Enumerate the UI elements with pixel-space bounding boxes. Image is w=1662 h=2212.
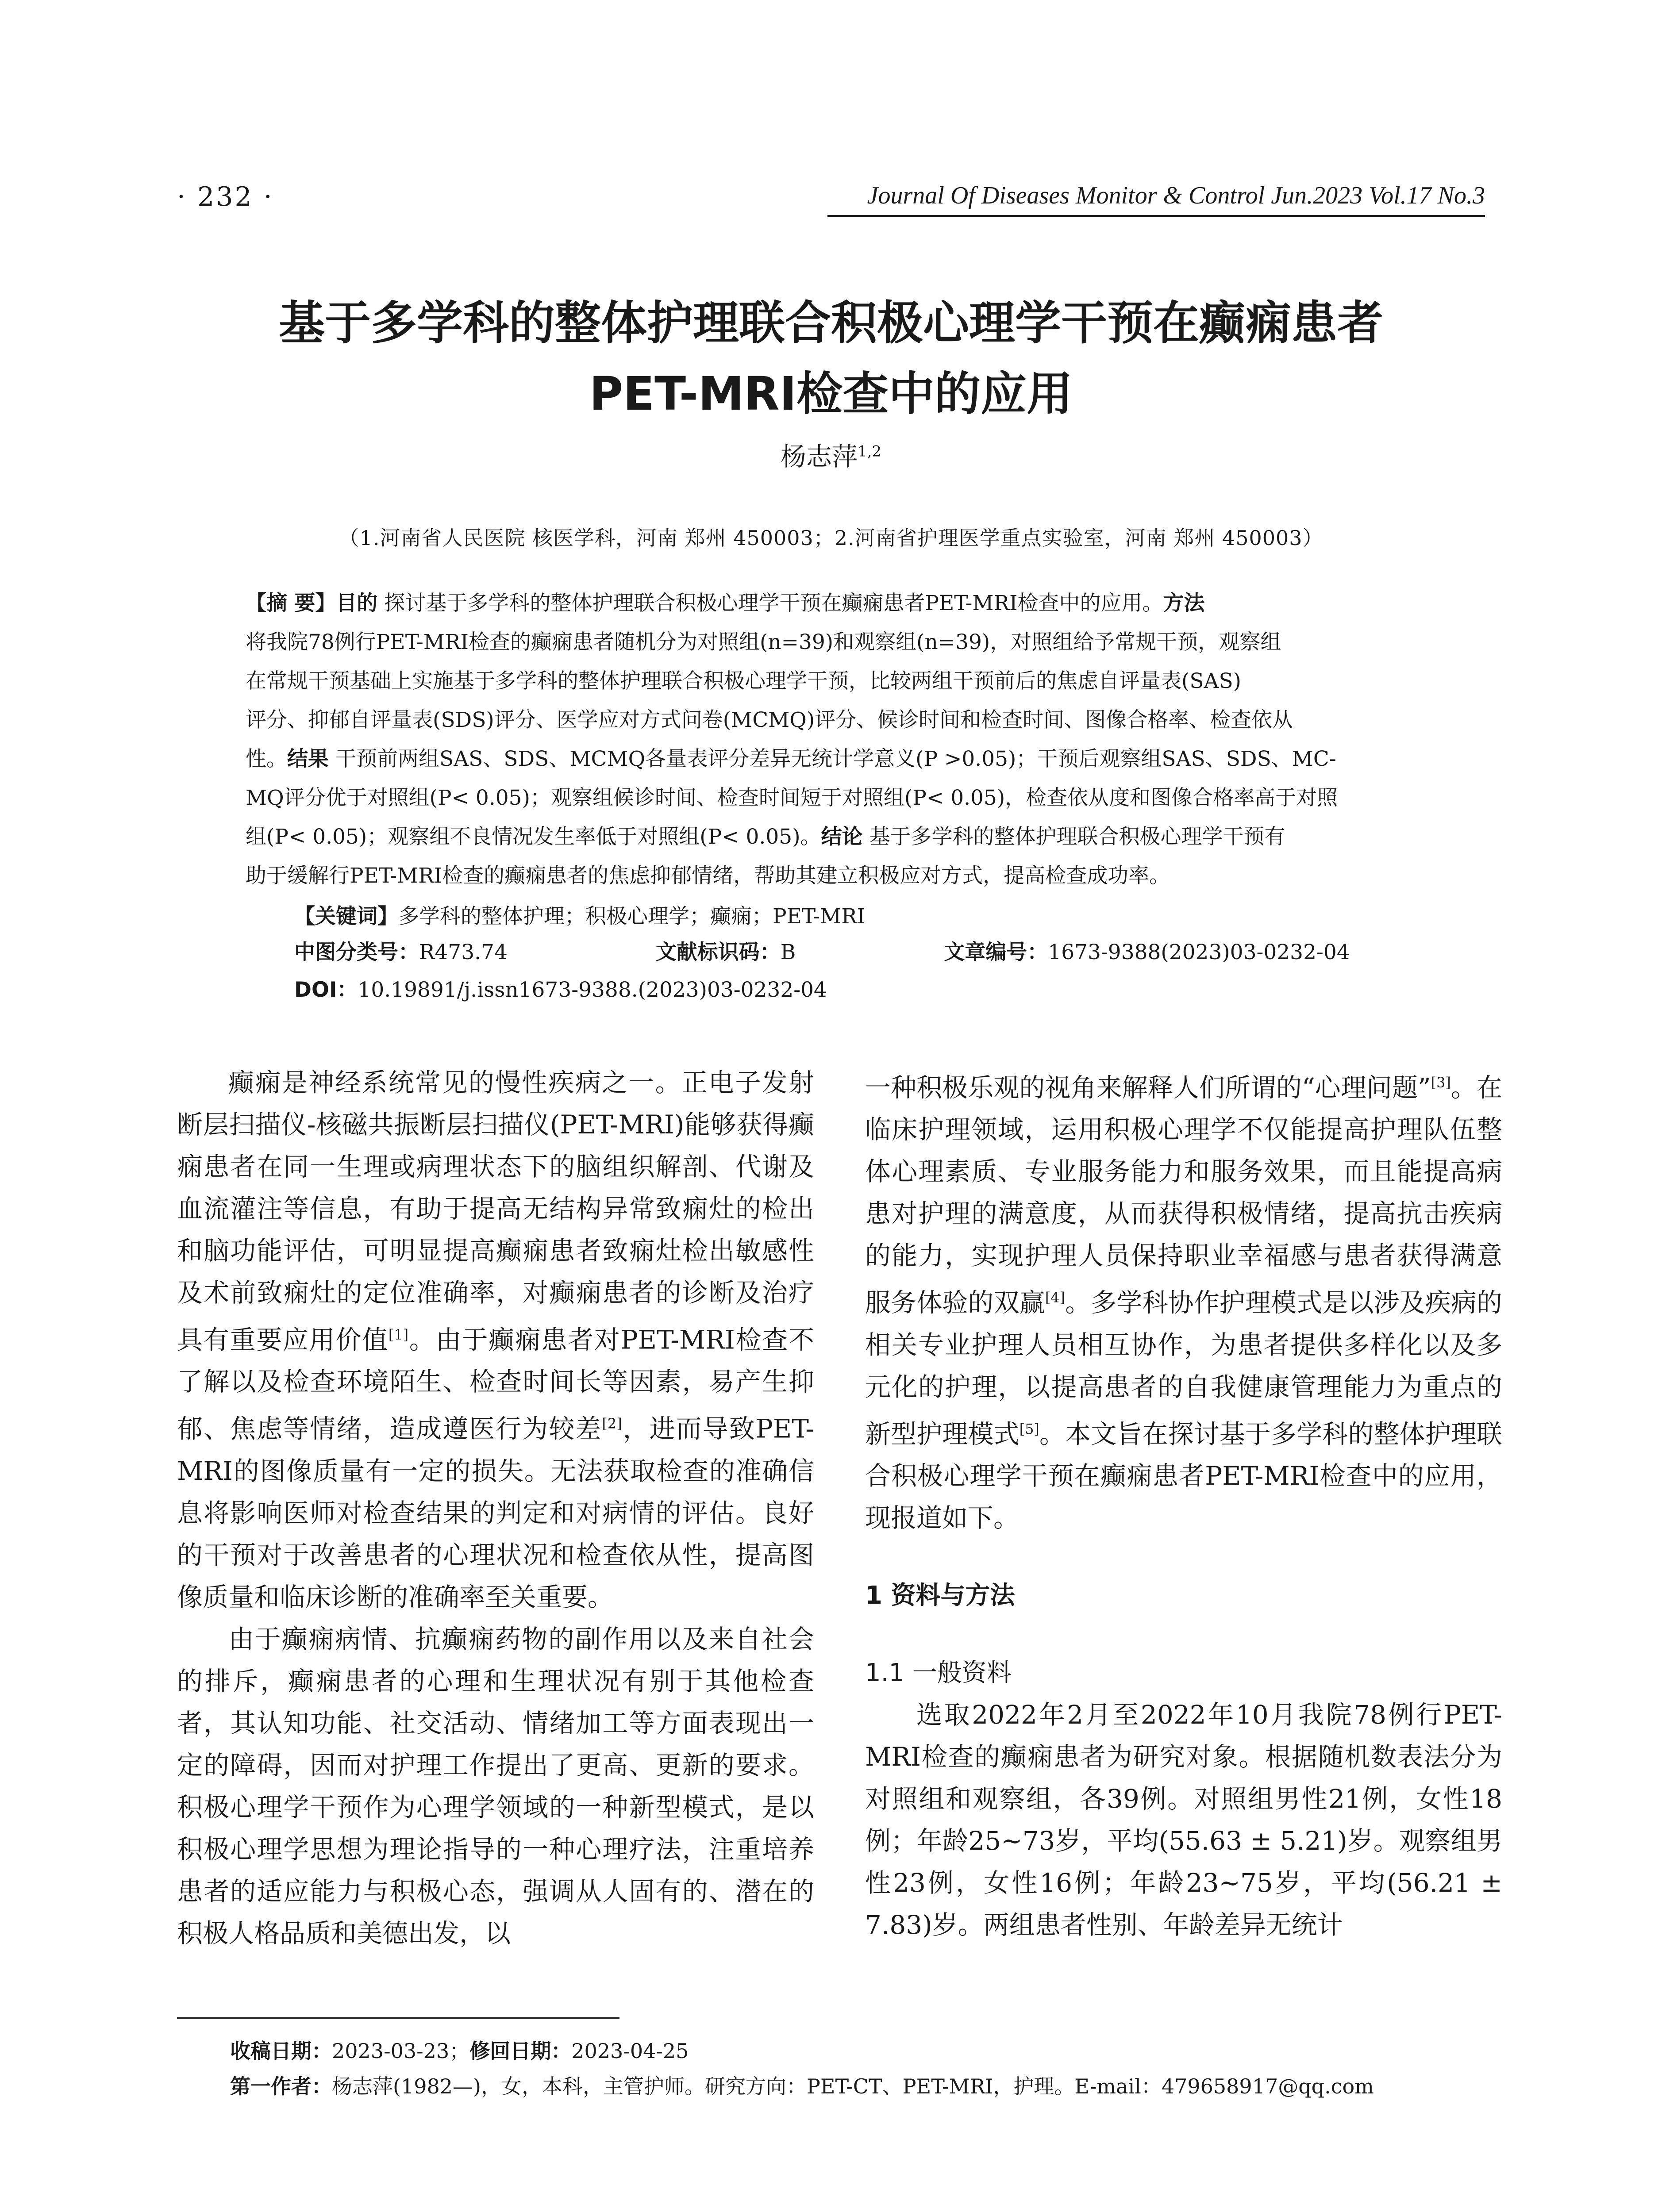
classification-row bbox=[294, 936, 1421, 965]
doi-label: DOI： bbox=[294, 978, 358, 1002]
body-right-column bbox=[865, 1062, 1502, 1946]
keywords-label: 【关键词】 bbox=[294, 904, 398, 929]
abstract-line-7-head: 组(P< 0.05)；观察组不良情况发生率低于对照组(P< 0.05)。 bbox=[246, 825, 821, 849]
abstract-line-4: 评分、抑郁自评量表(SDS)评分、医学应对方式问卷(MCMQ)评分、候诊时间和检查时间、图像合格率、检查依从 bbox=[246, 708, 1293, 732]
body-paragraph: 选取2022年2月至2022年10月我院78例行PET-MRI检查的癫痫患者为研究对象。根据随机数表法分为对照组和观察组，各39例。对照组男性21例，女性18例；年龄25~73岁，平均(55.63 ± 5.21)岁。观察组男性23例，女性16例；年龄23~75岁，平均(56.21 ± 7.83)岁。两组患者性别、年龄差异无统计 bbox=[865, 1699, 1502, 1940]
abstract-method-label: 方法 bbox=[1163, 591, 1205, 615]
abstract-result: 干预前两组SAS、SDS、MCMQ各量表评分差异无统计学意义(P >0.05)；干预后观察组SAS、SDS、MC- bbox=[335, 747, 1336, 771]
abstract-conclusion-label: 结论 bbox=[821, 825, 863, 849]
body-paragraph: 癫痫是神经系统常见的慢性疾病之一。正电子发射断层扫描仪-核磁共振断层扫描仪(PET-MRI)能够获得癫痫患者在同一生理或病理状态下的脑组织解剖、代谢及血流灌注等信息，有助于提高无结构异常致痫灶的检出和脑功能评估，可明显提高癫痫患者致痫灶检出敏感性及术前致痫灶的定位准确率，对癫痫患者的诊断及治疗具有重要应用价值[1]。由于癫痫患者对PET-MRI检查不了解以及检查环境陌生、检查时间长等因素，易产生抑郁、焦虑等情绪，造成遵医行为较差[2]，进而导致PET-MRI的图像质量有一定的损失。无法获取检查的准确信息将影响医师对检查结果的判定和对病情的评估。良好的干预对于改善患者的心理状况和检查依从性，提高图像质量和临床诊断的准确率至关重要。 bbox=[177, 1068, 814, 1612]
doi-value: 10.19891/j.issn1673-9388.(2023)03-0232-04 bbox=[358, 978, 827, 1002]
reference-marker: [5] bbox=[1019, 1420, 1039, 1437]
article-title bbox=[0, 288, 1662, 429]
abstract-line-1 bbox=[246, 584, 1431, 623]
clc-value: R473.74 bbox=[419, 940, 508, 964]
abstract-line-8: 助于缓解行PET-MRI检查的癫痫患者的焦虑抑郁情绪，帮助其建立积极应对方式，提高检查成功率。 bbox=[246, 864, 1170, 888]
clc-label: 中图分类号： bbox=[294, 940, 419, 964]
first-author-note: 第一作者：杨志萍(1982—)，女，本科，主管护师。研究方向：PET-CT、PET-MRI，护理。E-mail：479658917@qq.com bbox=[230, 2074, 1374, 2098]
page-number: · 232 · bbox=[177, 181, 274, 212]
keywords-line bbox=[294, 897, 1480, 936]
title-line-1: 基于多学科的整体护理联合积极心理学干预在癫痫患者 bbox=[278, 296, 1383, 350]
footnote-rule bbox=[177, 2017, 619, 2019]
body-paragraph: 一种积极乐观的视角来解释人们所谓的“心理问题”[3]。在临床护理领域，运用积极心理学不仅能提高护理队伍整体心理素质、专业服务能力和服务效果，而且能提高病患对护理的满意度，从而获得积极情绪，提高抗击疾病的能力，实现护理人员保持职业幸福感与患者获得满意服务体验的双赢[4]。多学科协作护理模式是以涉及疾病的相关专业护理人员相互协作，为患者提供多样化以及多元化的护理，以提高患者的自我健康管理能力为重点的新型护理模式[5]。本文旨在探讨基于多学科的整体护理联合积极心理学干预在癫痫患者PET-MRI检查中的应用，现报道如下。 bbox=[865, 1072, 1502, 1533]
subsection-heading: 1.1 一般资料 bbox=[865, 1658, 1012, 1687]
section-heading: 1 资料与方法 bbox=[865, 1581, 1015, 1610]
author-line bbox=[0, 436, 1662, 473]
author-name: 杨志萍 bbox=[780, 442, 858, 472]
article-number-label: 文章编号： bbox=[944, 940, 1048, 964]
reference-marker: [4] bbox=[1045, 1289, 1065, 1306]
abstract-conclusion: 基于多学科的整体护理联合积极心理学干预有 bbox=[869, 825, 1285, 849]
reference-marker: [3] bbox=[1431, 1074, 1451, 1091]
abstract-line-3: 在常规干预基础上实施基于多学科的整体护理联合积极心理学干预，比较两组干预前后的焦虑自评量表(SAS) bbox=[246, 669, 1242, 693]
keywords-text: 多学科的整体护理；积极心理学；癫痫；PET-MRI bbox=[398, 904, 866, 929]
title-line-2: PET-MRI检查中的应用 bbox=[589, 367, 1073, 421]
abstract-line-5-head: 性。 bbox=[246, 747, 287, 771]
journal-header: Journal Of Diseases Monitor & Control Jun.2023 Vol.17 No.3 bbox=[867, 182, 1485, 209]
abstract-line-7 bbox=[246, 818, 1431, 856]
abstract-label: 【摘 要】 bbox=[246, 591, 336, 615]
body-left-column bbox=[177, 1062, 814, 1955]
first-author-label: 第一作者： bbox=[230, 2074, 332, 2098]
reference-marker: [2] bbox=[602, 1415, 622, 1432]
received-label: 收稿日期： bbox=[230, 2039, 332, 2063]
abstract-line-5 bbox=[246, 740, 1431, 779]
revised-label: 修回日期： bbox=[469, 2039, 572, 2063]
header-rule bbox=[827, 215, 1485, 217]
abstract-purpose-label: 目的 bbox=[336, 591, 378, 615]
doc-code-label: 文献标识码： bbox=[655, 940, 781, 964]
doc-code-value: B bbox=[780, 940, 796, 964]
received-dates: 收稿日期：2023-03-23；修回日期：2023-04-25 bbox=[230, 2039, 689, 2063]
abstract-result-label: 结果 bbox=[287, 747, 329, 771]
author-affiliation-marker: 1,2 bbox=[857, 442, 882, 461]
article-number-value: 1673-9388(2023)03-0232-04 bbox=[1048, 940, 1350, 964]
affiliation: （1.河南省人民医院 核医学科，河南 郑州 450003；2.河南省护理医学重点实验室，河南 郑州 450003） bbox=[339, 526, 1323, 550]
doi-row bbox=[294, 973, 827, 1003]
reference-marker: [1] bbox=[388, 1326, 409, 1343]
abstract-purpose: 探讨基于多学科的整体护理联合积极心理学干预在癫痫患者PET-MRI检查中的应用。 bbox=[384, 591, 1163, 615]
body-paragraph: 由于癫痫病情、抗癫痫药物的副作用以及来自社会的排斥，癫痫患者的心理和生理状况有别于其他检查者，其认知功能、社交活动、情绪加工等方面表现出一定的障碍，因而对护理工作提出了更高、更新的要求。积极心理学干预作为心理学领域的一种新型模式，是以积极心理学思想为理论指导的一种心理疗法，注重培养患者的适应能力与积极心态，强调从人固有的、潜在的积极人格品质和美德出发，以 bbox=[177, 1624, 814, 1948]
abstract-line-6: MQ评分优于对照组(P< 0.05)；观察组候诊时间、检查时间短于对照组(P< 0.05)，检查依从度和图像合格率高于对照 bbox=[246, 786, 1338, 810]
abstract-line-2: 将我院78例行PET-MRI检查的癫痫患者随机分为对照组(n=39)和观察组(n=39)，对照组给予常规干预，观察组 bbox=[246, 630, 1281, 654]
